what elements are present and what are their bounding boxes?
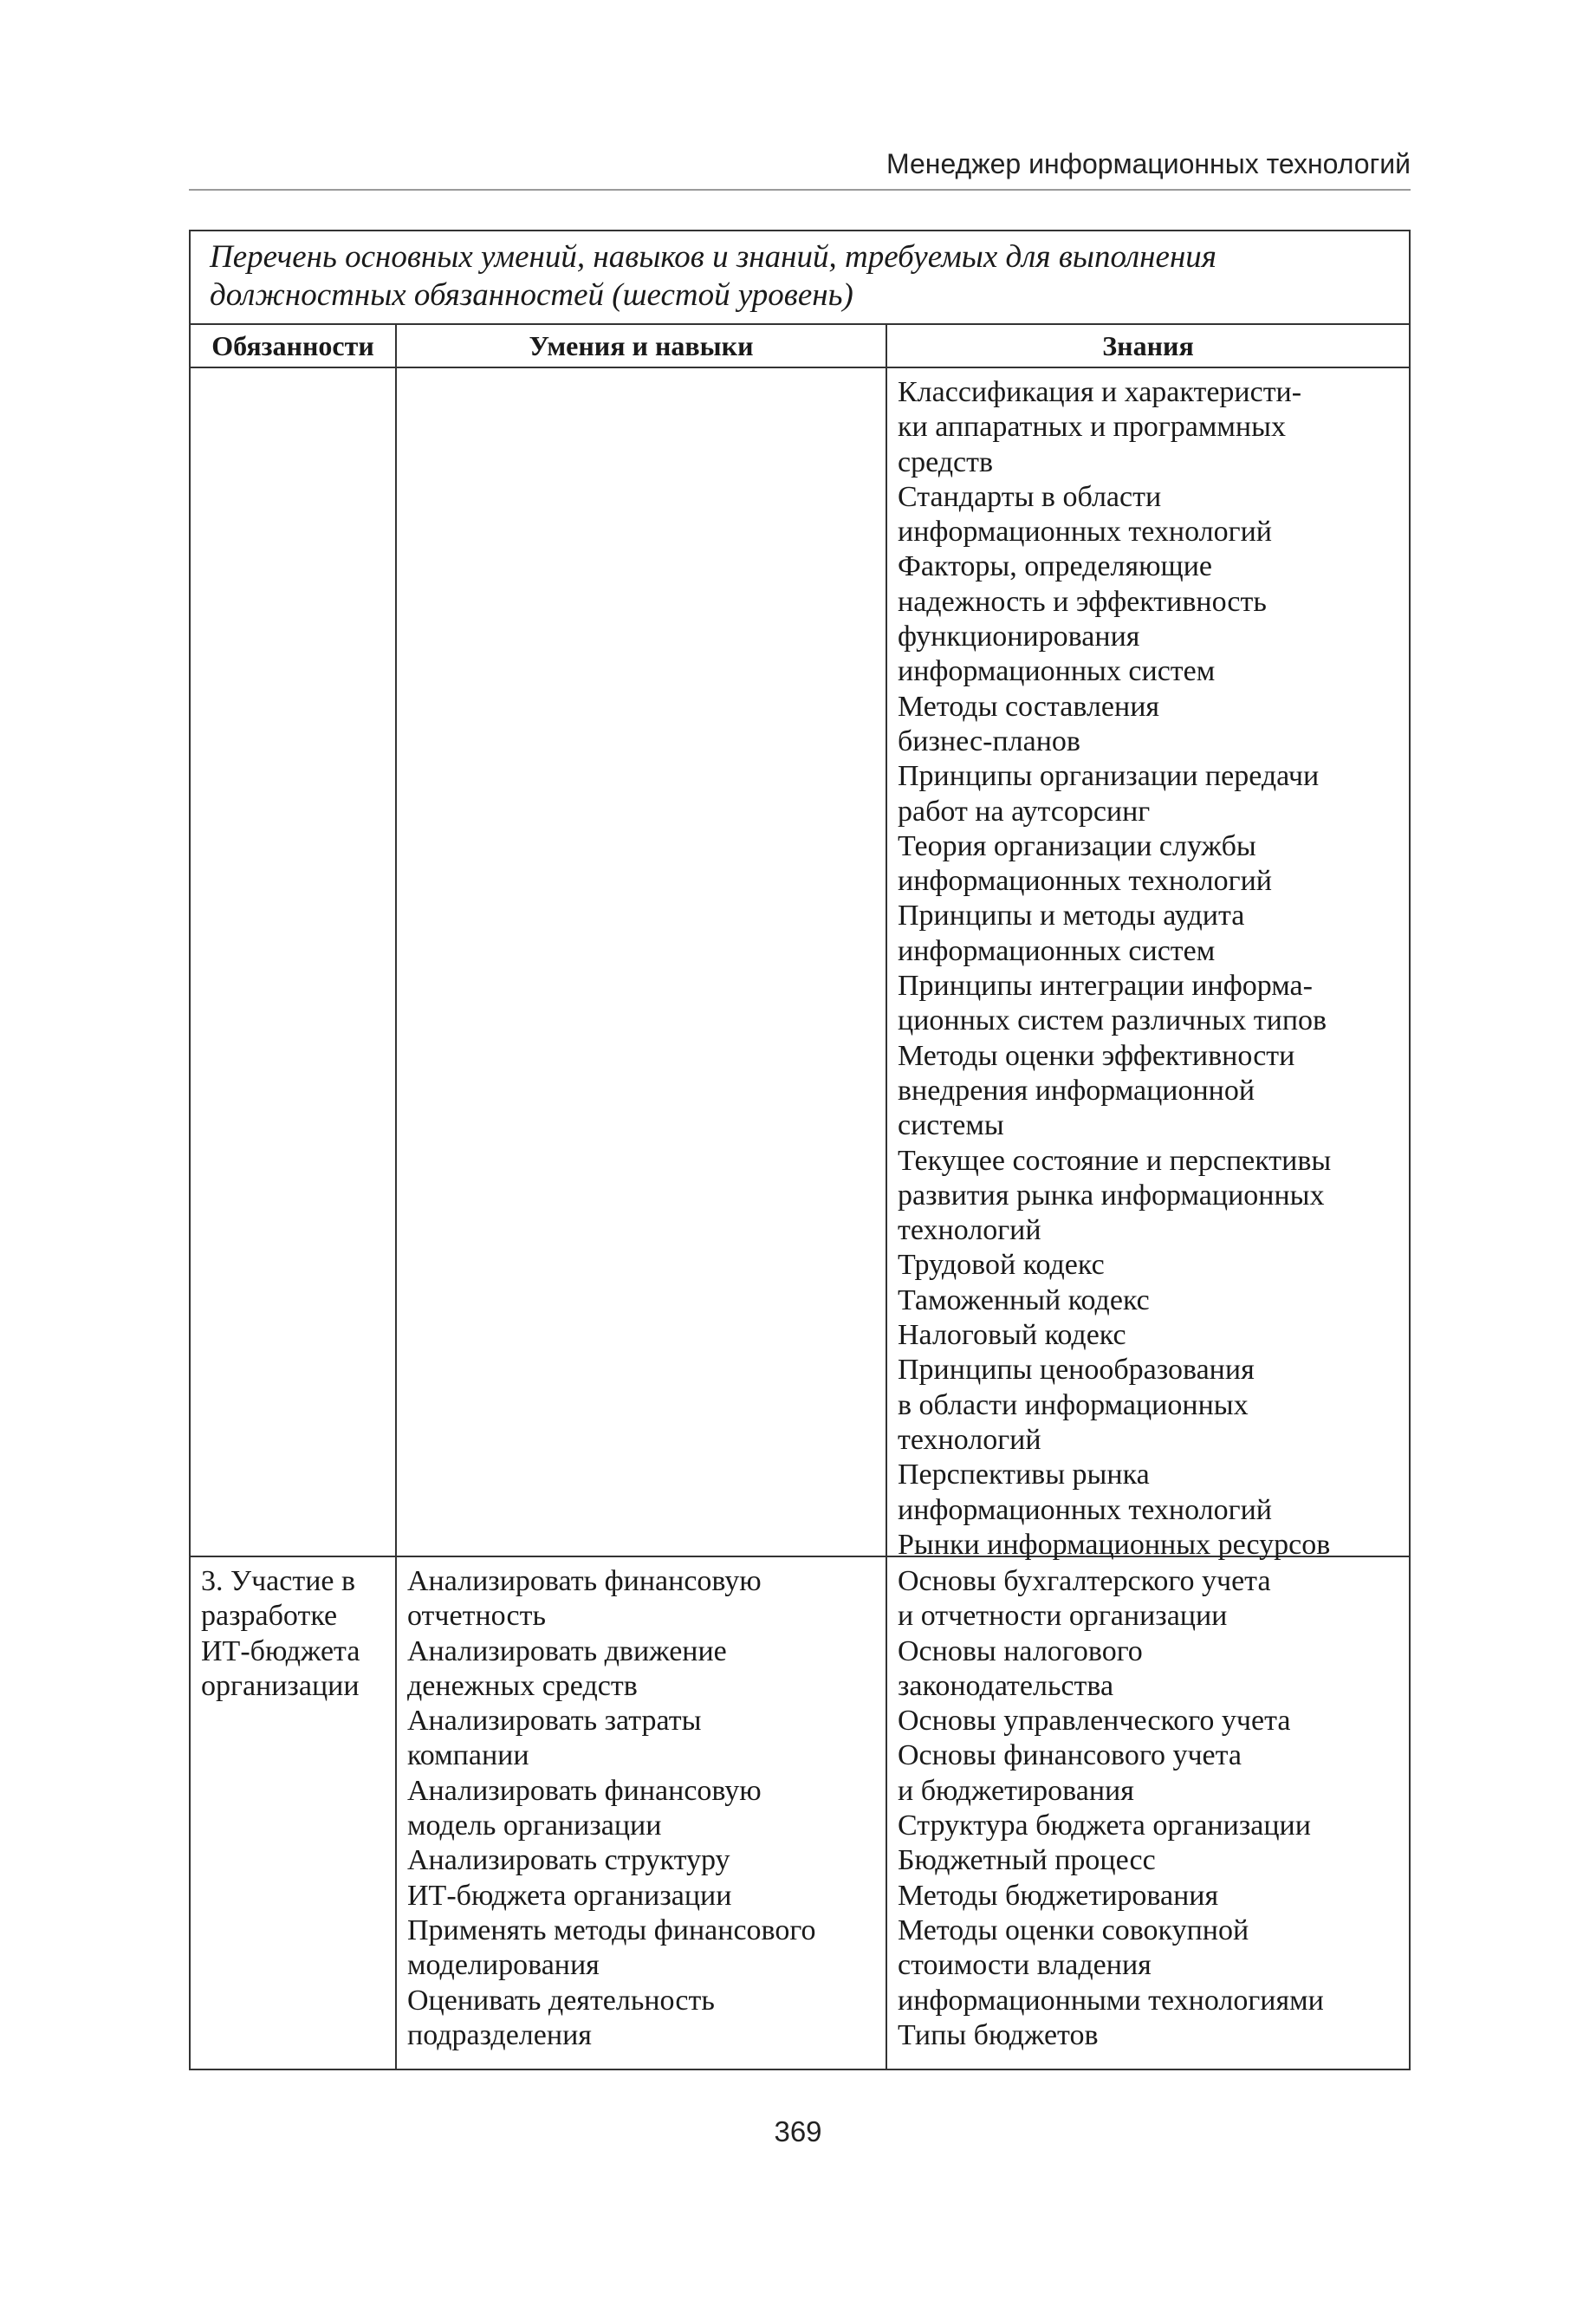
cell-text-line: системы: [898, 1109, 1004, 1142]
cell-text-line: технологий: [898, 1423, 1041, 1456]
cell-text-line: Бюджетный процесс: [898, 1844, 1156, 1877]
cell-text-line: Структура бюджета организации: [898, 1809, 1311, 1842]
cell-text-line: Налоговый кодекс: [898, 1319, 1126, 1352]
cell-text-line: Методы составления: [898, 690, 1160, 723]
cell-text-line: денежных средств: [407, 1669, 638, 1702]
cell-text-line: Основы управленческого учета: [898, 1705, 1291, 1738]
cell-text-line: законодательства: [898, 1669, 1114, 1702]
cell-text-line: в области информационных: [898, 1388, 1249, 1421]
cell-text-line: модель организации: [407, 1809, 662, 1842]
cell-text-line: развития рынка информационных: [898, 1179, 1325, 1212]
cell-text-line: компании: [407, 1739, 529, 1772]
cell-text-line: средств: [898, 445, 994, 478]
cell-text-line: Анализировать движение: [407, 1634, 727, 1667]
cell-text-line: отчетность: [407, 1600, 546, 1633]
cell-text-line: моделирования: [407, 1949, 600, 1982]
cell-text-line: подразделения: [407, 2018, 592, 2051]
cell-text-line: организации: [201, 1669, 360, 1702]
cell-text-line: стоимости владения: [898, 1949, 1152, 1982]
cell-text-line: Классификация и характеристи-: [898, 376, 1302, 408]
cell-text-line: информационных систем: [898, 655, 1216, 688]
cell-knowledge: [887, 1557, 1409, 2069]
cell-text-line: функционирования: [898, 620, 1140, 653]
cell-text-line: ИТ-бюджета организации: [407, 1879, 732, 1912]
cell-text-line: Методы оценки совокупной: [898, 1913, 1249, 1946]
cell-text-line: Теория организации службы: [898, 829, 1256, 862]
cell-text-line: информационных систем: [898, 934, 1216, 967]
cell-text-line: Типы бюджетов: [898, 2018, 1099, 2051]
cell-text-line: технологий: [898, 1214, 1041, 1247]
column-header-knowledge: Знания: [887, 325, 1409, 368]
cell-text-line: и бюджетирования: [898, 1774, 1134, 1807]
running-header: [189, 146, 1411, 191]
cell-text-line: ИТ-бюджета: [201, 1634, 360, 1667]
cell-text-line: Анализировать структуру: [407, 1844, 730, 1877]
cell-text-line: Таможенный кодекс: [898, 1283, 1150, 1316]
cell-text-line: надежность и эффективность: [898, 585, 1267, 618]
cell-text-line: бизнес-планов: [898, 724, 1080, 757]
cell-text-line: Стандарты в области: [898, 480, 1162, 513]
cell-text-line: Принципы и методы аудита: [898, 900, 1245, 932]
cell-text-line: Основы бухгалтерского учета: [898, 1565, 1271, 1597]
cell-text-line: Рынки информационных ресурсов: [898, 1528, 1331, 1561]
table-caption: [191, 231, 1409, 325]
cell-text-line: и отчетности организации: [898, 1600, 1228, 1633]
cell-text-line: Перспективы рынка: [898, 1459, 1150, 1491]
table-grid: [191, 325, 1409, 2069]
cell-text-line: Анализировать финансовую: [407, 1774, 762, 1807]
cell-text-line: информационных технологий: [898, 1493, 1272, 1526]
running-header-title: Менеджер информационных технологий: [886, 148, 1411, 179]
cell-text-line: внедрения информационной: [898, 1074, 1255, 1107]
page-number: 369: [774, 2115, 822, 2147]
cell-text-line: разработке: [201, 1600, 338, 1633]
cell-text-line: Методы бюджетирования: [898, 1879, 1219, 1912]
cell-text-line: Основы налогового: [898, 1634, 1143, 1667]
column-header-skills: Умения и навыки: [397, 325, 887, 368]
cell-text-line: информационных технологий: [898, 865, 1272, 898]
cell-skills: [397, 368, 887, 1557]
cell-text-line: Оценивать деятельность: [407, 1984, 715, 2017]
cell-text-line: ционных систем различных типов: [898, 1004, 1327, 1037]
cell-skills: [397, 1557, 887, 2069]
caption-line: должностных обязанностей (шестой уровень): [210, 277, 853, 313]
cell-text-line: Трудовой кодекс: [898, 1249, 1105, 1282]
cell-text-line: информационными технологиями: [898, 1984, 1324, 2017]
cell-duties: [191, 368, 397, 1557]
cell-knowledge: [887, 368, 1409, 1561]
cell-text-line: Основы финансового учета: [898, 1739, 1242, 1772]
competency-table: [189, 230, 1411, 2070]
cell-text-line: Применять методы финансового: [407, 1913, 816, 1946]
cell-text-line: ки аппаратных и программных: [898, 411, 1286, 444]
column-header-duties: Обязанности: [191, 325, 397, 368]
caption-line: Перечень основных умений, навыков и знаний, требуемых для выполнения: [210, 239, 1216, 275]
cell-text-line: работ на аутсорсинг: [898, 795, 1151, 828]
cell-text-line: Анализировать финансовую: [407, 1565, 762, 1597]
cell-text-line: Текущее состояние и перспективы: [898, 1144, 1332, 1177]
cell-duties: [191, 1557, 397, 2069]
cell-text-line: Принципы ценообразования: [898, 1354, 1255, 1387]
cell-text-line: 3. Участие в: [201, 1565, 356, 1597]
cell-text-line: информационных технологий: [898, 516, 1272, 549]
cell-text-line: Принципы организации передачи: [898, 760, 1320, 793]
cell-text-line: Методы оценки эффективности: [898, 1039, 1295, 1072]
cell-text-line: Анализировать затраты: [407, 1705, 702, 1738]
cell-text-line: Факторы, определяющие: [898, 550, 1212, 583]
cell-text-line: Принципы интеграции информа-: [898, 970, 1313, 1003]
